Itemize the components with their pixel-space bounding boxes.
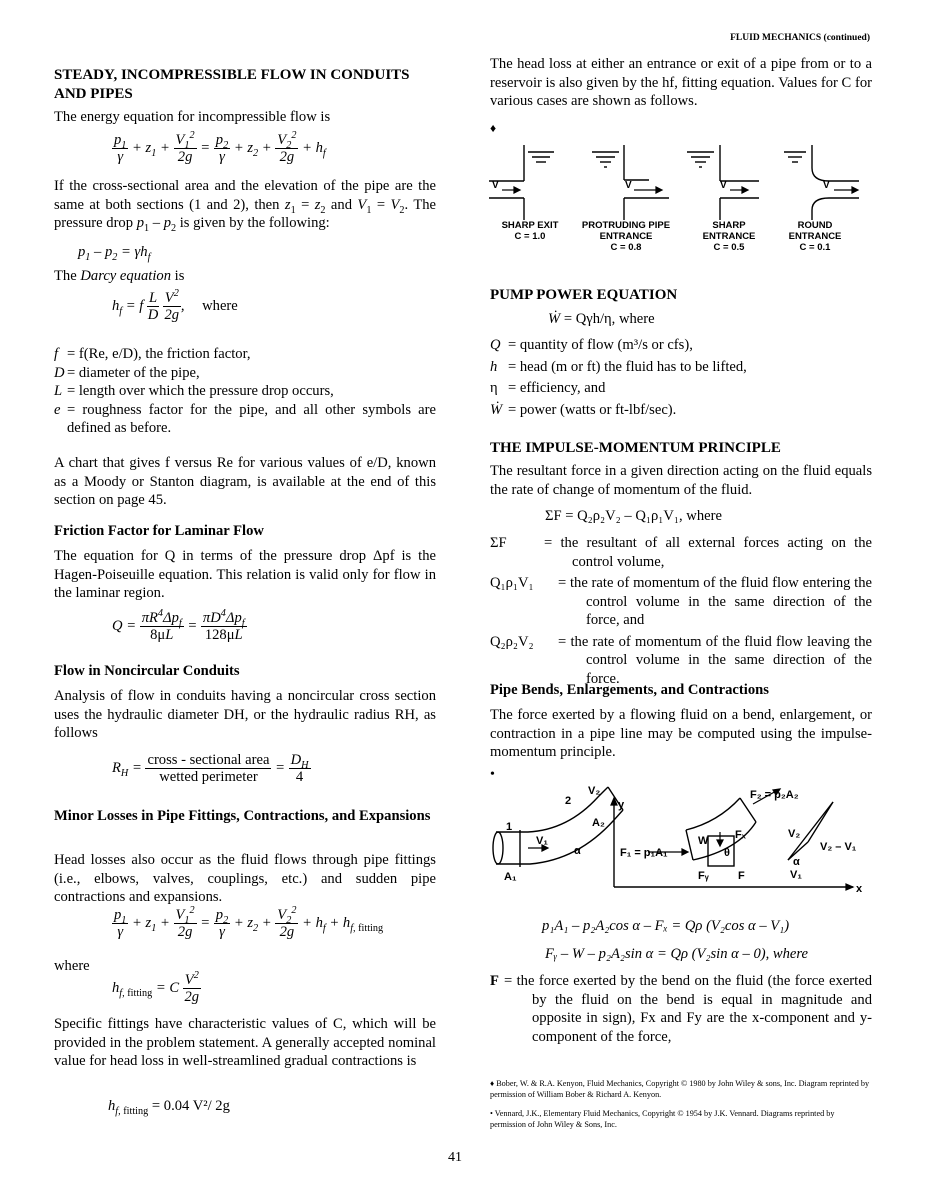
heading-laminar: Friction Factor for Laminar Flow — [54, 523, 264, 539]
heading-noncircular: Flow in Noncircular Conduits — [54, 663, 240, 679]
bend-label-theta: θ — [724, 847, 730, 859]
bend-label-f2: F₂ = p₂A₂ — [750, 789, 799, 801]
fitting-caption-sharp-entrance: SHARP ENTRANCE C = 0.5 — [702, 220, 756, 253]
bend-label-v1: V₁ — [536, 835, 548, 847]
impulse-definitions: ΣF = the resultant of all external forces acting on the control volume, Q₁ρ₁V₁ = the rate of momentum of the fluid flow entering the control volume in the same direction of the force, and Q₂ρ₂V₂ = the rate of momentum of the fluid flow leaving the control volume in the same direction of the force. — [490, 535, 872, 687]
pump-equation: Ẇ = Qγh/η, where — [548, 311, 655, 327]
pipe-bends-paragraph: The force exerted by a flowing fluid on a bend, enlargement, or contraction in a pipe line may be computed using the impulse-momentum principle. — [490, 707, 872, 760]
bend-label-1: 1 — [506, 821, 513, 833]
diamond-marker: ♦ — [490, 121, 497, 135]
fitting-caption-round-entrance: ROUND ENTRANCE C = 0.1 — [788, 220, 842, 253]
impulse-equation: ΣF = Q₂ρ₂V₂ – Q₁ρ₁V₁, where — [545, 508, 722, 524]
bend-label-v2v1: V₂ – V₁ — [820, 841, 857, 853]
bend-equation-y: Fᵧ – W – p₂A₂sin α = Qρ (V₂sin α – 0), where — [545, 946, 809, 962]
pipe-bend-diagram — [488, 782, 873, 900]
bend-label-x: x — [856, 883, 863, 895]
noncircular-paragraph: Analysis of flow in conduits having a noncircular cross section uses the hydraulic diameter DH, or the hydraulic radius RH, as follows — [54, 688, 436, 741]
heading-steady-flow: STEADY, INCOMPRESSIBLE FLOW IN CONDUITS AND PIPES — [54, 67, 410, 102]
moody-chart-paragraph: A chart that gives f versus Re for various values of e/D, known as a Moody or Stanton diagram, is available at the end of this section on page 45. — [54, 455, 436, 508]
minor-losses-paragraph: Head losses also occur as the fluid flows through pipe fittings (i.e., elbows, valves, couplings, etc.) and sudden pipe contractions and expansions. — [54, 852, 436, 905]
energy-intro: The energy equation for incompressible flow is — [54, 109, 331, 125]
fitting-caption-sharp-exit: SHARP EXIT C = 1.0 — [501, 220, 559, 242]
footnote-bober: ♦ Bober, W. & R.A. Kenyon, Fluid Mechanics, Copyright © 1980 by John Wiley & sons, Inc. Diagram reprinted by permission of William Bober & Richard A. Kenyon. — [490, 1079, 870, 1099]
bend-label-v1-triangle: V₁ — [790, 869, 802, 881]
bullet-marker: • — [490, 767, 495, 782]
bend-label-v2-triangle: V₂ — [788, 828, 801, 840]
hydraulic-radius-equation: $R_H$ = $\frac{\text{cross - sectional area}}{\text{wetted perimeter}}$ = $\frac{D_H}{4}$ — [112, 752, 309, 785]
bend-label-a2: A₂ — [592, 817, 605, 829]
laminar-paragraph: The equation for Q in terms of the pressure drop Δpf is the Hagen-Poiseuille equation. This relation is valid only for flow in the laminar region. — [54, 548, 436, 601]
head-loss-paragraph: The head loss at either an entrance or exit of a pipe from or to a reservoir is also given by the hf, fitting equation. Values for C for various cases are shown as follows. — [490, 56, 872, 109]
pressure-drop-equation: $p_1 - p_2 = \gamma h_f$ — [78, 244, 151, 263]
darcy-definitions: f = f(Re, e/D), the friction factor, D = diameter of the pipe, L = length over which the pressure drop occurs, e = roughness factor for the pipe, and all other symbols are defined as before. — [54, 346, 436, 436]
pump-definitions: Q = quantity of flow (m³/s or cfs), h = head (m or ft) the fluid has to be lifted, η = efficiency, and Ẇ = power (watts or ft-lbf/sec). — [490, 337, 747, 418]
bend-label-w: W — [698, 835, 709, 847]
bend-label-v2: V₂ — [588, 785, 601, 797]
energy-equation: $\frac{p_1}{\gamma}$ + $z_1$ + $\frac{V_1^2}{2g}$ = $\frac{p_2}{\gamma}$ + $z_2$ + $\frac{V_2^2}{2g}$ + $h_f$ — [114, 130, 326, 165]
bend-label-alpha: α — [574, 845, 581, 857]
cross-section-paragraph: If the cross-sectional area and the elevation of the pipe are the same at both sections (1 and 2), then $z_1 = z_2$ and $V_1 = V_2$. The pressure drop $p_1 - p_2$ is given by the following: — [54, 178, 437, 234]
bend-label-alpha-triangle: α — [793, 856, 800, 868]
heading-pipe-bends: Pipe Bends, Enlargements, and Contractions — [490, 682, 769, 698]
running-header: FLUID MECHANICS (continued) — [730, 33, 870, 43]
heading-minor-losses: Minor Losses in Pipe Fittings, Contractions, and Expansions — [54, 808, 431, 824]
energy-fitting-equation: $\frac{p_1}{\gamma}$ + $z_1$ + $\frac{V_1^2}{2g}$ = $\frac{p_2}{\gamma}$ + $z_2$ + $\frac{V_2^2}{2g}$ + $h_f + h_{f, fitting}$ — [114, 905, 384, 940]
page-number: 41 — [448, 1150, 462, 1165]
fitting-loss-equation: $h_{f, fitting} = C$ $\frac{V^2}{2g}$ — [112, 970, 200, 1005]
footnote-vennard: • Vennard, J.K., Elementary Fluid Mechanics, Copyright © 1954 by J.K. Vennard. Diagrams reprinted by permission of John Wiley & Sons, Inc. — [490, 1109, 835, 1129]
bend-equation-x: p₁A₁ – p₂A₂cos α – Fₓ = Qρ (V₂cos α – V₁) — [542, 918, 790, 934]
heading-impulse-momentum: THE IMPULSE-MOMENTUM PRINCIPLE — [490, 440, 781, 456]
svg-text:V: V — [823, 180, 830, 191]
svg-text:V: V — [720, 180, 727, 191]
entrance-exit-diagram — [484, 140, 874, 230]
bend-label-fx: Fₓ — [735, 829, 746, 841]
impulse-paragraph: The resultant force in a given direction acting on the fluid equals the rate of change of momentum of the fluid. — [490, 463, 872, 498]
where-label: where — [54, 958, 90, 974]
bend-label-f1: F₁ = p₁A₁ — [620, 847, 668, 859]
svg-text:V: V — [625, 180, 632, 191]
fitting-caption-protruding: PROTRUDING PIPE ENTRANCE C = 0.8 — [581, 220, 671, 253]
gradual-contraction-equation: $h_{f, fitting} = 0.04$ V²/ 2g — [108, 1098, 230, 1117]
bend-label-fy: Fᵧ — [698, 870, 709, 882]
hagen-poiseuille-equation: Q = $\frac{\pi R^4\Delta p_f}{8\mu L}$ = $\frac{\pi D^4\Delta p_f}{128\mu L}$ — [112, 608, 245, 643]
force-definition: F = the force exerted by the bend on the fluid (the force exerted by the fluid on the bend is equal in magnitude and opposite in sign), Fx and Fy are the x-component and y-component of the force, — [490, 973, 872, 1045]
bend-label-a1: A₁ — [504, 871, 517, 883]
svg-text:V: V — [492, 180, 499, 191]
heading-pump-power: PUMP POWER EQUATION — [490, 287, 678, 303]
specific-fittings-paragraph: Specific fittings have characteristic values of C, which will be provided in the problem statement. A generally accepted nominal value for head loss in well-streamlined gradual contractions is — [54, 1016, 436, 1069]
bend-label-f: F — [738, 870, 745, 882]
bend-label-2: 2 — [565, 795, 572, 807]
darcy-intro: The Darcy equation is — [54, 268, 185, 284]
bend-label-y: y — [618, 799, 625, 811]
darcy-equation: $h_f = f$ $\frac{L}{D}$ $\frac{V^2}{2g}$ , where — [112, 288, 238, 323]
